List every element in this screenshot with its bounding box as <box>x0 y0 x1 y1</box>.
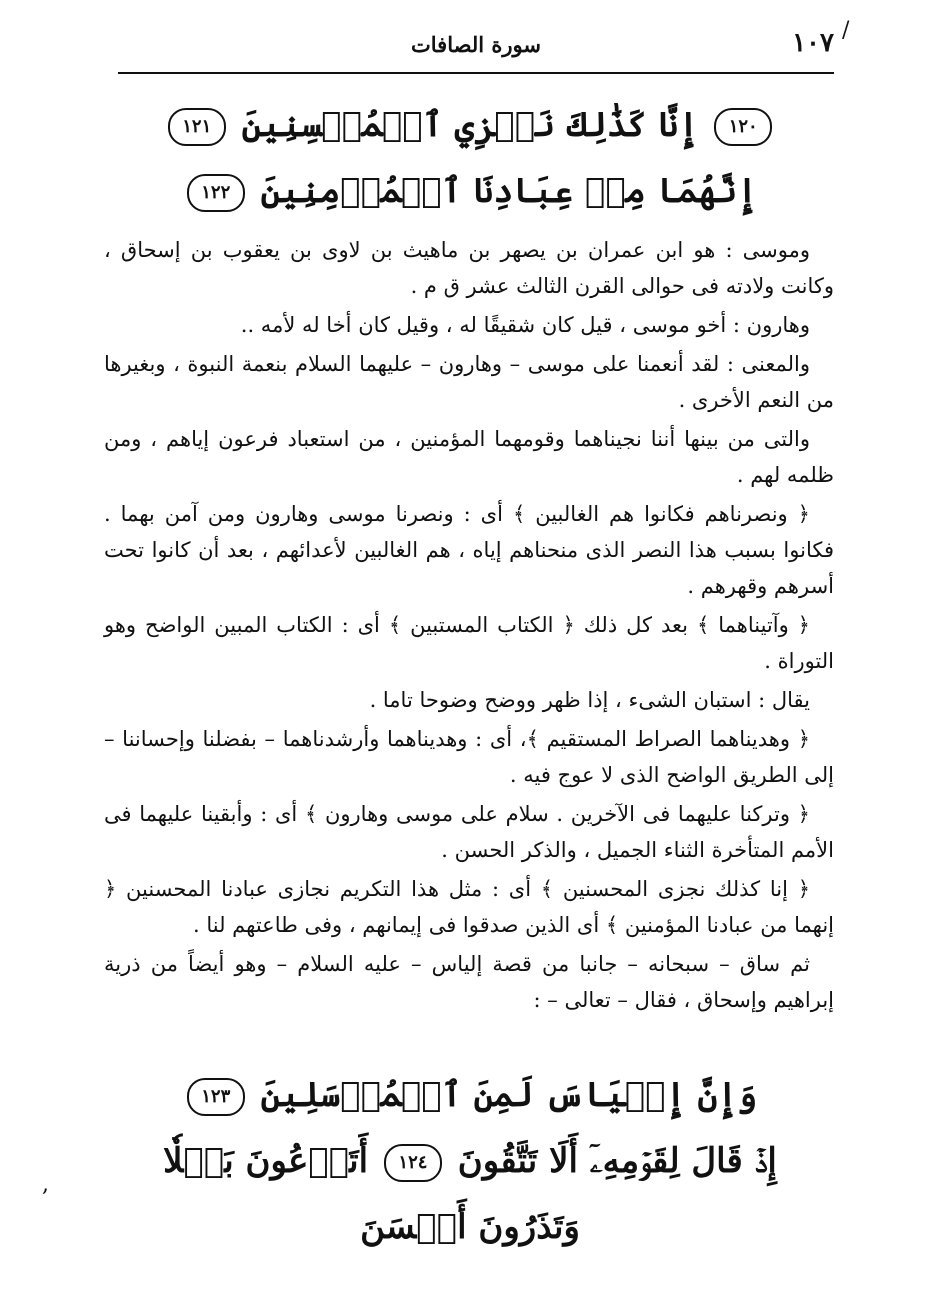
ayah-number-badge: ١٢٤ <box>384 1144 442 1182</box>
commentary-paragraph: والتى من بينها أننا نجيناهما وقومهما المؤمنين ، من استعباد فرعون إياهم ، ومن ظلمه لهم . <box>104 427 834 487</box>
commentary-paragraph: وموسى : هو ابن عمران بن يصهر بن ماهيث بن لاوى بن يعقوب بن إسحاق ، وكانت ولادته فى حوالى القرن الثالث عشر ق م . <box>104 238 834 298</box>
verse-line <box>150 1062 790 1128</box>
surah-name: سورة الصافات <box>411 32 541 57</box>
verse-text: إِنَّهُمَا مِنۡ عِبَادِنَا ٱلۡمُؤۡمِنِينَ <box>260 171 758 211</box>
commentary-paragraph: ﴿ إنا كذلك نجزى المحسنين ﴾ أى : مثل هذا التكريم نجازى عبادنا المحسنين ﴿ إنهما من عبادنا المؤمنين ﴾ أى الذين صدقوا فى إيمانهم ، وفى طاعتهم لنا . <box>104 877 834 937</box>
commentary-paragraph: ﴿ وآتيناهما ﴾ بعد كل ذلك ﴿ الكتاب المستبين ﴾ أى : الكتاب المبين الواضح وهو التوراة . <box>104 613 834 673</box>
stray-ink-mark: , <box>42 1172 49 1197</box>
ayah-number-badge: ١٢٢ <box>187 174 245 212</box>
header-rule <box>118 72 834 74</box>
verse-text: أَتَدۡعُونَ بَعۡلٗا وَتَذَرُونَ أَحۡسَنَ <box>163 1141 580 1247</box>
corner-mark: / <box>842 18 850 43</box>
commentary-paragraph: والمعنى : لقد أنعمنا على موسى – وهارون – عليهما السلام بنعمة النبوة ، وبغيرها من النعم الأخرى . <box>104 352 834 412</box>
tafsir-commentary <box>104 232 834 1021</box>
commentary-paragraph: وهارون : أخو موسى ، قيل كان شقيقًا له ، وقيل كان أخا له لأمه .. <box>240 313 810 337</box>
commentary-paragraph: يقال : استبان الشىء ، إذا ظهر ووضح وضوحا تاما . <box>369 688 810 712</box>
verse-text: إِنَّا كَذَٰلِكَ نَجۡزِي ٱلۡمُحۡسِنِينَ <box>241 105 699 145</box>
verse-line <box>150 1128 790 1260</box>
ayah-number-badge: ١٢١ <box>168 108 226 146</box>
commentary-paragraph: ثم ساق – سبحانه – جانبا من قصة إلياس – عليه السلام – وهو أيضاً من ذرية إبراهيم وإسحاق ، فقال – تعالى – : <box>104 952 834 1012</box>
ayah-number-badge: ١٢٠ <box>714 108 772 146</box>
verse-line <box>150 92 790 158</box>
page-header <box>118 22 834 68</box>
verse-text: وَإِنَّ إِلۡيَاسَ لَمِنَ ٱلۡمُرۡسَلِينَ <box>260 1075 758 1115</box>
verse-line <box>150 158 790 224</box>
ayah-number-badge: ١٢٣ <box>187 1078 245 1116</box>
quran-verses-top <box>150 92 790 224</box>
commentary-paragraph: ﴿ ونصرناهم فكانوا هم الغالبين ﴾ أى : ونصرنا موسى وهارون ومن آمن بهما . فكانوا بسبب هذا النصر الذى منحناهم إياه ، هم الغالبين لأعدائهم ، بعد أن كانوا تحت أسرهم وقهرهم . <box>104 502 834 598</box>
commentary-paragraph: ﴿ وتركنا عليهما فى الآخرين . سلام على موسى وهارون ﴾ أى : وأبقينا عليهما فى الأمم المتأخرة الثناء الجميل ، والذكر الحسن . <box>104 802 834 862</box>
quran-verses-bottom <box>150 1062 790 1260</box>
verse-text: إِذۡ قَالَ لِقَوۡمِهِۦٓ أَلَا تَتَّقُونَ <box>457 1141 777 1181</box>
commentary-paragraph: ﴿ وهديناهما الصراط المستقيم ﴾، أى : وهديناهما وأرشدناهما – بفضلنا وإحساننا – إلى الطريق الواضح الذى لا عوج فيه . <box>104 727 834 787</box>
page-number: ١٠٧ <box>792 28 834 58</box>
